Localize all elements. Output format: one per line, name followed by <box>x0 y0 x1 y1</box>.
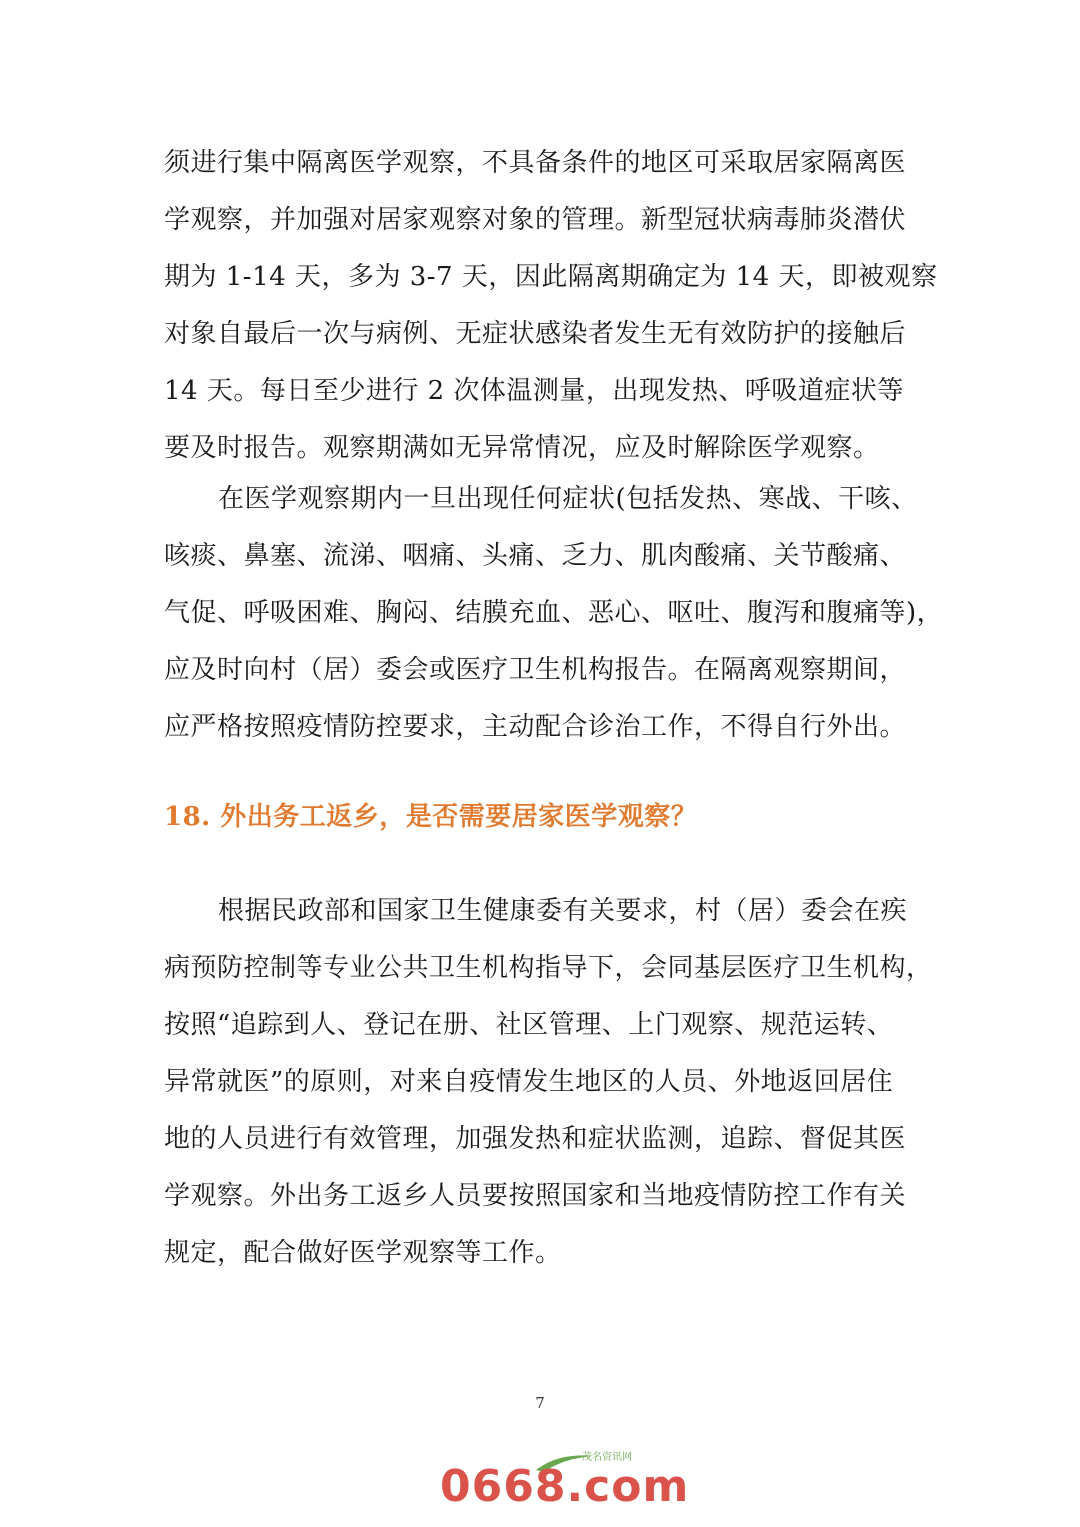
text-line: 病预防控制等专业公共卫生机构指导下，会同基层医疗卫生机构， <box>164 953 933 983</box>
text-line: 要及时报告。观察期满如无异常情况，应及时解除医学观察。 <box>164 433 880 463</box>
paragraph-returning-workers <box>164 883 933 1282</box>
text-line: 应及时向村（居）委会或医疗卫生机构报告。在隔离观察期间， <box>164 655 907 685</box>
watermark-subtext: 茂名资讯网 <box>582 1452 632 1463</box>
text-line: 异常就医”的原则，对来自疫情发生地区的人员、外地返回居住 <box>164 1067 894 1097</box>
text-line: 地的人员进行有效管理，加强发热和症状监测，追踪、督促其医 <box>164 1124 907 1154</box>
page-number: 7 <box>535 1394 545 1412</box>
text-line: 期为 1-14 天，多为 3-7 天，因此隔离期确定为 14 天，即被观察 <box>164 262 938 292</box>
text-line: 应严格按照疫情防控要求，主动配合诊治工作，不得自行外出。 <box>164 712 907 742</box>
text-line: 14 天。每日至少进行 2 次体温测量，出现发热、呼吸道症状等 <box>164 376 904 406</box>
text-line: 须进行集中隔离医学观察，不具备条件的地区可采取居家隔离医 <box>164 148 907 178</box>
paragraph-isolation <box>164 135 938 477</box>
text-line: 对象自最后一次与病例、无症状感染者发生无有效防护的接触后 <box>164 319 907 349</box>
text-line: 气促、呼吸困难、胸闷、结膜充血、恶心、呕吐、腹泻和腹痛等)， <box>164 598 944 628</box>
watermark-logo <box>440 1448 690 1518</box>
watermark-text: 0668.com <box>440 1461 690 1512</box>
text-line: 根据民政部和国家卫生健康委有关要求，村（居）委会在疾 <box>218 896 908 926</box>
text-line: 学观察。外出务工返乡人员要按照国家和当地疫情防控工作有关 <box>164 1181 907 1211</box>
text-line: 学观察，并加强对居家观察对象的管理。新型冠状病毒肺炎潜伏 <box>164 205 907 235</box>
paragraph-symptoms <box>164 471 944 756</box>
section-heading: 18. 外出务工返乡，是否需要居家医学观察？ <box>164 802 698 832</box>
text-line: 按照“追踪到人、登记在册、社区管理、上门观察、规范运转、 <box>164 1010 894 1040</box>
text-line: 咳痰、鼻塞、流涕、咽痛、头痛、乏力、肌肉酸痛、关节酸痛、 <box>164 541 907 571</box>
text-line: 规定，配合做好医学观察等工作。 <box>164 1238 562 1268</box>
text-line: 在医学观察期内一旦出现任何症状(包括发热、寒战、干咳、 <box>218 484 918 514</box>
